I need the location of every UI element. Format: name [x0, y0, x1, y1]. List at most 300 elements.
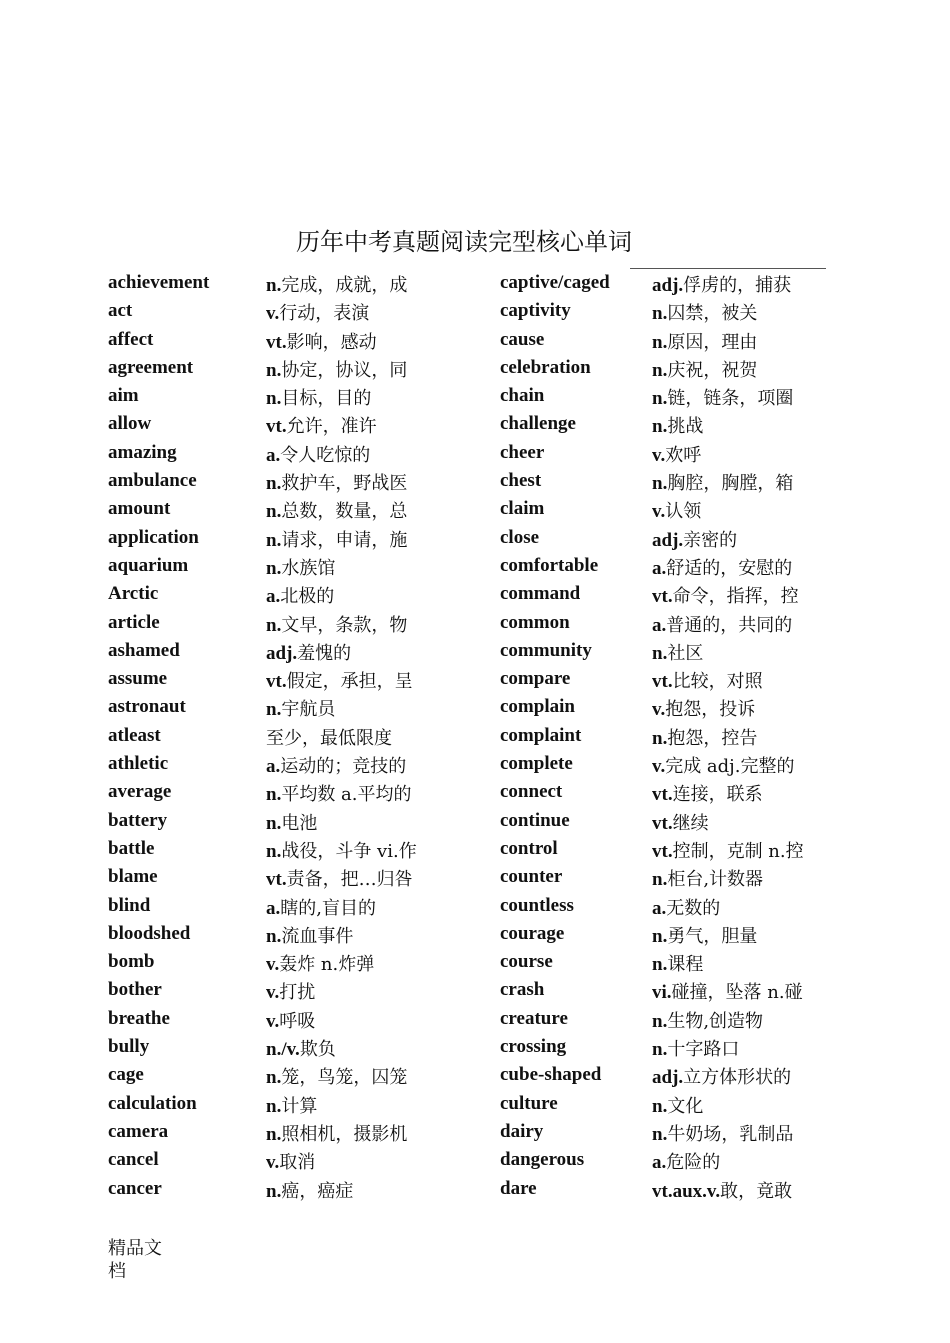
vocab-row: [500, 466, 840, 494]
vocab-definition: [652, 469, 793, 495]
definition-text: 电池: [281, 812, 318, 834]
definition-text: 行动，表演: [279, 303, 370, 325]
vocab-row: [500, 381, 840, 409]
definition-text: 取消: [279, 1152, 316, 1174]
part-of-speech: a.: [652, 557, 667, 579]
vocab-word: agreement: [108, 356, 194, 378]
vocab-row: [108, 296, 448, 324]
definition-text: 舒适的，安慰的: [666, 557, 793, 579]
definition-text: 链，链条，项圈: [667, 388, 794, 410]
vocab-definition: [652, 497, 701, 523]
vocab-row: [108, 523, 448, 551]
vocab-definition: [266, 328, 377, 354]
vocab-word: control: [500, 837, 558, 859]
vocab-definition: [652, 724, 757, 750]
vocab-row: [500, 806, 840, 834]
vocab-row: [108, 409, 448, 437]
vocab-definition: [652, 554, 792, 580]
definition-text: 敢，竟敢: [720, 1180, 793, 1202]
definition-text: 羞愧的: [297, 642, 352, 664]
definition-text: 抱怨，投诉: [665, 699, 756, 721]
part-of-speech: n.: [266, 699, 282, 721]
vocab-word: Arctic: [108, 583, 159, 605]
vocab-definition: [652, 780, 763, 806]
definition-text: 战役，斗争 vi.作: [281, 840, 417, 862]
part-of-speech: adj.: [652, 275, 684, 296]
vocab-definition: [652, 752, 794, 778]
part-of-speech: n.: [266, 840, 282, 862]
vocab-word: chain: [500, 385, 545, 407]
definition-text: 影响，感动: [286, 331, 377, 353]
vocab-definition: [652, 299, 757, 325]
definition-text: 欺负: [299, 1039, 336, 1061]
definition-text: 勇气，胆量: [667, 925, 758, 947]
vocab-row: [108, 268, 448, 296]
vocab-word: article: [108, 611, 160, 633]
vocab-word: affect: [108, 328, 154, 350]
vocab-row: [108, 551, 448, 579]
part-of-speech: n.: [652, 727, 668, 749]
vocab-word: ambulance: [108, 470, 197, 492]
part-of-speech: v.: [266, 303, 280, 325]
vocab-definition: [652, 412, 703, 438]
vocab-definition: [652, 611, 792, 637]
part-of-speech: n.: [266, 557, 282, 579]
vocab-definition: [266, 780, 412, 806]
definition-text: 庆祝，祝贺: [667, 359, 758, 381]
vocab-definition: [652, 356, 757, 382]
part-of-speech: n.: [266, 614, 282, 636]
part-of-speech: v.: [652, 756, 666, 778]
definition-text: 俘虏的，捕获: [683, 275, 792, 296]
vocab-word: creature: [500, 1007, 568, 1029]
part-of-speech: vt.: [652, 671, 673, 693]
vocab-row: [108, 749, 448, 777]
definition-text: 允许，准许: [286, 416, 377, 438]
definition-text: 十字路口: [667, 1039, 740, 1061]
part-of-speech: n.: [266, 1123, 282, 1145]
vocab-definition: [266, 809, 317, 835]
vocab-row: [108, 1004, 448, 1032]
part-of-speech: a.: [652, 614, 667, 636]
vocab-row: [108, 975, 448, 1003]
vocab-word: amazing: [108, 441, 177, 463]
vocab-word: aim: [108, 385, 139, 407]
vocab-word: connect: [500, 781, 563, 803]
vocab-word: cheer: [500, 441, 545, 463]
vocab-word: counter: [500, 866, 563, 888]
definition-text: 令人吃惊的: [280, 444, 371, 466]
vocab-definition: [266, 582, 334, 608]
definition-text: 原因，理由: [667, 331, 758, 353]
definition-text: 挑战: [667, 416, 704, 438]
vocab-word: cancel: [108, 1149, 159, 1171]
vocab-definition: [266, 724, 392, 750]
vocab-word: breathe: [108, 1007, 170, 1029]
definition-text: 牛奶场，乳制品: [667, 1123, 794, 1145]
vocab-word: challenge: [500, 413, 576, 435]
vocab-definition: [266, 611, 407, 637]
part-of-speech: a.: [652, 897, 667, 919]
vocab-row: [108, 834, 448, 862]
part-of-speech: n.: [266, 925, 282, 947]
vocab-definition: [266, 299, 369, 325]
vocab-definition: [652, 1007, 763, 1033]
definition-text: 比较，对照: [672, 671, 763, 693]
definition-text: 命令，指挥，控: [672, 586, 799, 608]
vocab-word: comfortable: [500, 554, 599, 576]
vocab-definition: [652, 1035, 739, 1061]
part-of-speech: v.: [266, 982, 280, 1004]
vocab-definition: [266, 1063, 407, 1089]
vocab-row: [108, 381, 448, 409]
vocab-definition: [652, 978, 803, 1004]
vocab-word: command: [500, 583, 581, 605]
part-of-speech: n.: [652, 954, 668, 976]
vocab-word: continue: [500, 809, 570, 831]
part-of-speech: v.: [652, 699, 666, 721]
definition-text: 立方体形状的: [683, 1067, 792, 1089]
vocab-column-left: [108, 268, 448, 1202]
vocab-row: [500, 862, 840, 890]
vocab-definition: [266, 1092, 317, 1118]
vocab-word: battery: [108, 809, 168, 831]
part-of-speech: n.: [266, 1095, 282, 1117]
vocab-row: [500, 551, 840, 579]
vocab-definition: [266, 639, 351, 665]
part-of-speech: n./v.: [266, 1039, 300, 1061]
vocab-word: complain: [500, 696, 575, 718]
vocab-definition: [266, 894, 376, 920]
part-of-speech: adj.: [266, 642, 298, 664]
vocab-row: [500, 692, 840, 720]
vocab-row: [500, 1032, 840, 1060]
vocab-row: [500, 1174, 840, 1202]
vocab-word: courage: [500, 922, 565, 944]
definition-text: 生物,创造物: [667, 1010, 764, 1032]
vocab-row: [108, 891, 448, 919]
vocab-row: [500, 268, 840, 296]
definition-text: 水族馆: [281, 557, 336, 579]
part-of-speech: n.: [266, 784, 282, 806]
part-of-speech: vt.: [266, 671, 287, 693]
vocab-row: [108, 947, 448, 975]
vocab-word: application: [108, 526, 199, 548]
vocab-definition: [266, 384, 371, 410]
part-of-speech: vt.: [266, 331, 287, 353]
part-of-speech: v.: [652, 444, 666, 466]
vocab-row: [500, 749, 840, 777]
part-of-speech: a.: [266, 444, 281, 466]
definition-text: 责备，把…归咎: [286, 869, 413, 891]
vocab-definition: [652, 384, 793, 410]
vocab-word: blame: [108, 866, 158, 888]
vocab-definition: [266, 1120, 407, 1146]
vocab-word: community: [500, 639, 592, 661]
definition-text: 文化: [667, 1095, 704, 1117]
vocab-word: complaint: [500, 724, 582, 746]
vocab-definition: [652, 1092, 703, 1118]
vocab-word: chest: [500, 470, 542, 492]
vocab-word: average: [108, 781, 172, 803]
definition-text: 无数的: [666, 897, 721, 919]
vocab-definition: [266, 441, 370, 467]
part-of-speech: n.: [266, 473, 282, 495]
definition-text: 认领: [665, 501, 702, 523]
vocab-row: [500, 834, 840, 862]
vocab-row: [108, 1089, 448, 1117]
vocab-row: [108, 777, 448, 805]
definition-text: 救护车，野战医: [281, 473, 408, 495]
part-of-speech: a.: [266, 756, 281, 778]
definition-text: 目标，目的: [281, 388, 372, 410]
definition-text: 请求，申请，施: [281, 529, 408, 551]
part-of-speech: a.: [652, 1152, 667, 1174]
definition-text: 普通的，共同的: [666, 614, 793, 636]
definition-text: 柜台,计数器: [667, 869, 764, 891]
part-of-speech: n.: [652, 1123, 668, 1145]
vocab-definition: [652, 1177, 792, 1203]
vocab-word: astronaut: [108, 696, 186, 718]
vocab-definition: [266, 1177, 353, 1203]
part-of-speech: n.: [266, 275, 282, 296]
part-of-speech: v.: [266, 954, 280, 976]
vocab-row: [108, 1060, 448, 1088]
part-of-speech: n.: [652, 925, 668, 947]
part-of-speech: v.: [266, 1010, 280, 1032]
vocab-word: crossing: [500, 1036, 567, 1058]
vocab-definition: [652, 441, 701, 467]
part-of-speech: n.: [652, 642, 668, 664]
vocab-row: [108, 1174, 448, 1202]
vocab-word: blind: [108, 894, 151, 916]
vocab-word: common: [500, 611, 570, 633]
definition-text: 欢呼: [665, 444, 702, 466]
vocab-row: [108, 1145, 448, 1173]
definition-text: 亲密的: [683, 529, 738, 551]
vocab-row: [500, 636, 840, 664]
part-of-speech: n.: [652, 869, 668, 891]
vocab-definition: [652, 837, 804, 863]
vocab-row: [500, 353, 840, 381]
vocab-row: [108, 466, 448, 494]
definition-text: 碰撞，坠落 n.碰: [671, 982, 803, 1004]
vocab-row: [500, 919, 840, 947]
definition-text: 瞎的,盲目的: [280, 897, 376, 919]
vocab-row: [500, 1089, 840, 1117]
vocab-row: [500, 777, 840, 805]
vocab-definition: [652, 582, 799, 608]
part-of-speech: vi.: [652, 982, 672, 1004]
vocab-word: dairy: [500, 1120, 544, 1142]
vocab-definition: [652, 328, 757, 354]
part-of-speech: a.: [266, 897, 281, 919]
vocab-word: cage: [108, 1064, 144, 1086]
part-of-speech: v.: [266, 1152, 280, 1174]
vocab-word: captivity: [500, 300, 571, 322]
vocab-word: amount: [108, 498, 171, 520]
vocab-word: camera: [108, 1120, 169, 1142]
vocab-word: cube-shaped: [500, 1064, 602, 1086]
definition-text: 危险的: [666, 1152, 721, 1174]
vocab-definition: [266, 837, 417, 863]
definition-text: 继续: [672, 812, 709, 834]
definition-text: 控制，克制 n.控: [672, 840, 804, 862]
part-of-speech: n.: [652, 416, 668, 438]
vocab-word: calculation: [108, 1092, 197, 1114]
vocab-row: [500, 1145, 840, 1173]
definition-text: 笼，鸟笼，囚笼: [281, 1067, 408, 1089]
vocab-definition: [266, 1007, 315, 1033]
vocab-row: [108, 325, 448, 353]
vocab-word: allow: [108, 413, 152, 435]
vocab-row: [500, 891, 840, 919]
vocab-definition: [266, 1148, 315, 1174]
vocab-definition: [266, 526, 407, 552]
vocab-word: bother: [108, 979, 162, 1001]
part-of-speech: n.: [652, 1010, 668, 1032]
vocab-word: course: [500, 951, 553, 973]
part-of-speech: vt.: [266, 869, 287, 891]
vocab-word: dare: [500, 1177, 537, 1199]
definition-text: 囚禁，被关: [667, 303, 758, 325]
definition-text: 完成，成就，成: [281, 275, 408, 296]
part-of-speech: n.: [266, 359, 282, 381]
vocab-row: [108, 721, 448, 749]
vocab-definition: [266, 950, 374, 976]
part-of-speech: vt.: [266, 416, 287, 438]
vocab-row: [500, 664, 840, 692]
vocab-word: ashamed: [108, 639, 180, 661]
vocab-definition: [266, 271, 407, 297]
part-of-speech: a.: [266, 586, 281, 608]
definition-text: 运动的；竞技的: [280, 756, 407, 778]
vocab-definition: [652, 865, 763, 891]
vocab-word: assume: [108, 668, 168, 690]
vocab-definition: [266, 695, 335, 721]
vocab-word: crash: [500, 979, 545, 1001]
definition-text: 完成 adj.完整的: [665, 756, 795, 778]
vocab-row: [500, 325, 840, 353]
definition-text: 假定，承担，呈: [286, 671, 413, 693]
part-of-speech: n.: [652, 388, 668, 410]
vocab-row: [108, 438, 448, 466]
vocab-row: [108, 692, 448, 720]
vocab-definition: [652, 1063, 791, 1089]
part-of-speech: n.: [652, 359, 668, 381]
part-of-speech: n.: [266, 1067, 282, 1089]
vocab-column-right: [500, 268, 840, 1202]
definition-text: 平均数 a.平均的: [281, 784, 412, 806]
vocab-word: claim: [500, 498, 545, 520]
vocab-definition: [652, 922, 757, 948]
definition-text: 计算: [281, 1095, 318, 1117]
part-of-speech: n.: [266, 388, 282, 410]
part-of-speech: n.: [266, 1180, 282, 1202]
vocab-word: compare: [500, 668, 571, 690]
vocab-word: bloodshed: [108, 922, 191, 944]
footer-watermark: 精品文档: [108, 1238, 162, 1282]
vocab-word: celebration: [500, 356, 591, 378]
part-of-speech: n.: [266, 529, 282, 551]
part-of-speech: n.: [266, 501, 282, 523]
part-of-speech: vt.: [652, 784, 673, 806]
part-of-speech: vt.aux.v.: [652, 1180, 721, 1202]
vocab-definition: [266, 1035, 336, 1061]
vocab-word: aquarium: [108, 554, 189, 576]
vocab-row: [500, 608, 840, 636]
definition-text: 呼吸: [279, 1010, 316, 1032]
definition-text: 抱怨，控告: [667, 727, 758, 749]
definition-text: 流血事件: [281, 925, 354, 947]
definition-text: 课程: [667, 954, 704, 976]
vocab-row: [108, 353, 448, 381]
vocab-row: [500, 975, 840, 1003]
vocab-row: [500, 1060, 840, 1088]
page-title: 历年中考真题阅读完型核心单词: [296, 228, 632, 256]
vocab-row: [108, 494, 448, 522]
definition-text: 协定，协议，同: [281, 359, 408, 381]
vocab-row: [108, 579, 448, 607]
vocab-definition: [652, 695, 755, 721]
definition-text: 连接，联系: [672, 784, 763, 806]
vocab-row: [500, 1117, 840, 1145]
part-of-speech: vt.: [652, 840, 673, 862]
vocab-word: cause: [500, 328, 545, 350]
vocab-row: [500, 947, 840, 975]
vocab-definition: [266, 412, 377, 438]
definition-text: 总数，数量，总: [281, 501, 408, 523]
definition-text: 北极的: [280, 586, 335, 608]
vocab-row: [108, 1032, 448, 1060]
vocab-definition: [266, 865, 413, 891]
vocab-row: [500, 296, 840, 324]
part-of-speech: adj.: [652, 529, 684, 551]
vocab-word: act: [108, 300, 133, 322]
vocab-row: [500, 1004, 840, 1032]
vocab-definition: [652, 526, 737, 552]
vocab-row: [108, 862, 448, 890]
part-of-speech: v.: [652, 501, 666, 523]
vocab-word: bully: [108, 1036, 150, 1058]
vocab-definition: [652, 1120, 793, 1146]
vocab-word: athletic: [108, 753, 169, 775]
vocab-row: [108, 636, 448, 664]
vocab-row: [500, 409, 840, 437]
vocab-definition: [266, 978, 315, 1004]
vocab-definition: [266, 469, 407, 495]
vocab-word: complete: [500, 753, 573, 775]
vocab-word: cancer: [108, 1177, 162, 1199]
vocab-word: captive/caged: [500, 272, 610, 293]
part-of-speech: n.: [652, 1095, 668, 1117]
part-of-speech: n.: [652, 473, 668, 495]
part-of-speech: n.: [266, 812, 282, 834]
vocab-word: dangerous: [500, 1149, 585, 1171]
definition-text: 胸腔，胸膛，箱: [667, 473, 794, 495]
vocab-definition: [266, 667, 413, 693]
vocab-definition: [652, 950, 703, 976]
vocab-definition: [652, 639, 703, 665]
vocab-word: bomb: [108, 951, 155, 973]
vocab-row: [108, 608, 448, 636]
part-of-speech: n.: [652, 1039, 668, 1061]
vocab-definition: [652, 809, 709, 835]
part-of-speech: vt.: [652, 586, 673, 608]
part-of-speech: vt.: [652, 812, 673, 834]
definition-text: 照相机，摄影机: [281, 1123, 408, 1145]
definition-text: 打扰: [279, 982, 316, 1004]
